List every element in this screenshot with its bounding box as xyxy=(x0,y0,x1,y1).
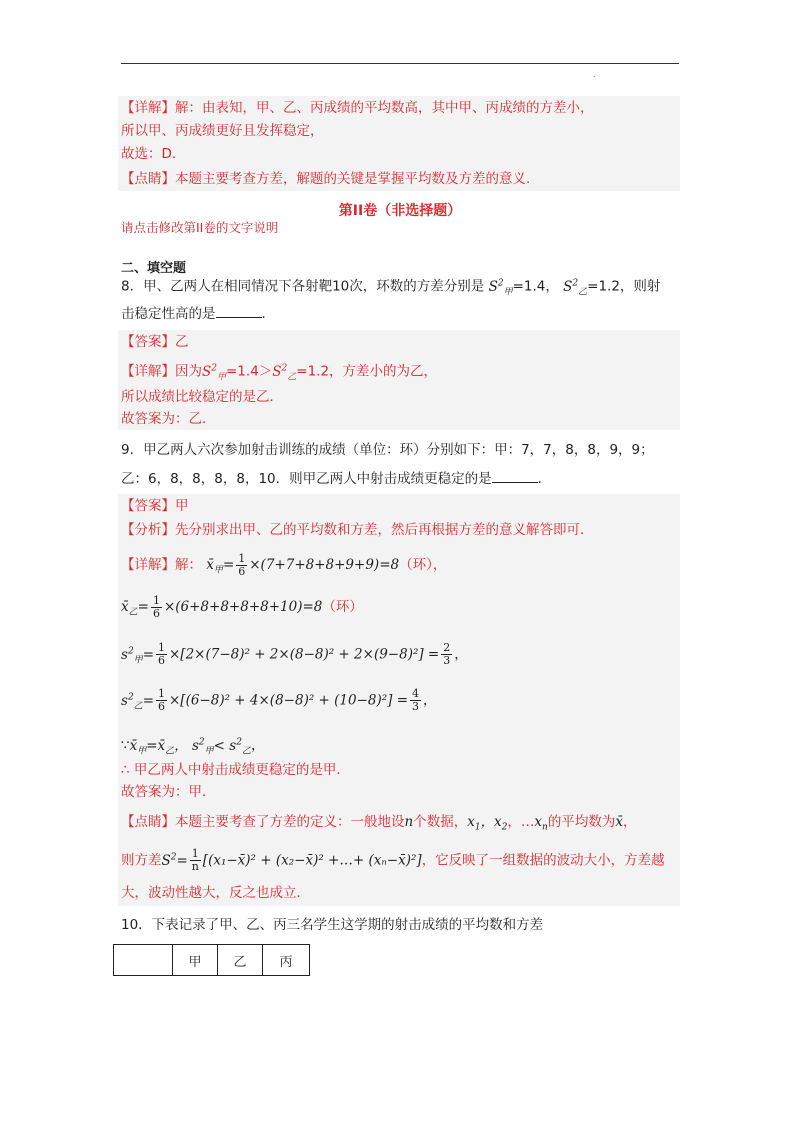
answer-value: 乙 xyxy=(175,334,189,350)
conclusion-line: ∴ 甲乙两人中射击成绩更稳定的是甲． xyxy=(121,762,350,778)
q9-stem-line1: 9．甲乙两人六次参加射击训练的成绩（单位：环）分别如下：甲：7，7，8，8，9，9； xyxy=(121,442,654,458)
fraction-four-thirds: $\frac{4}{3}$ xyxy=(412,687,420,713)
s-yi-symbol: $S^2_乙$ xyxy=(272,363,297,383)
q8-stem-line1 xyxy=(121,273,660,302)
q8-stem-a: 8．甲、乙两人在相同情况下各射靶10次，环数的方差分别是 xyxy=(121,278,485,295)
analysis-tag: 【分析】 xyxy=(121,522,175,538)
q9-analysis-line xyxy=(121,520,594,540)
s-yi-symbol: $S^2_乙$ xyxy=(563,278,588,298)
q9-comment-line xyxy=(121,812,636,838)
comment-text: 本题主要考查方差，解题的关键是掌握平均数及方差的意义． xyxy=(175,171,540,187)
fraction-one-sixth: $\frac{1}{6}$ xyxy=(158,641,165,667)
q8-answer-line xyxy=(121,332,189,352)
q7-detail-line xyxy=(121,98,594,118)
var-yi-line: $s^2_乙=$ $\frac{1}{6}$ ×[(6−8)² + 4×(8−8)² + (10−8)²] = $\frac{4}{3}$ ， xyxy=(121,687,437,713)
s-jia-symbol: $S^2_甲$ xyxy=(488,278,513,298)
answer-value: 甲 xyxy=(175,498,189,514)
part2-title: 第II卷（非选择题） xyxy=(338,203,462,219)
x1-x2-symbols: $x_1$，$x_2$ xyxy=(467,814,508,833)
table-cell: 丙 xyxy=(263,945,310,976)
q8-stem-end: ． xyxy=(261,306,275,322)
final-line: 故答案为：甲． xyxy=(121,784,216,800)
comment-end-line: 大，波动性越大，反之也成立． xyxy=(121,885,310,901)
mean-yi-expr: ×(6+8+8+8+8+10)=8 xyxy=(163,599,323,615)
q7-line2: 所以甲、丙成绩更好且发挥稳定， xyxy=(121,123,324,139)
xn-symbol: $x_n$ xyxy=(534,814,548,833)
because-end: ， xyxy=(250,737,265,754)
comment-tag: 【点睛】 xyxy=(121,171,175,187)
answer-tag: 【答案】 xyxy=(121,498,175,514)
detail-text: 解：由表知，甲、乙、丙成绩的平均数高，其中甲、丙成绩的方差小， xyxy=(175,100,594,116)
q10-stem: 10．下表记录了甲、乙、丙三名学生这学期的射击成绩的平均数和方差 xyxy=(121,917,544,933)
table-header-row xyxy=(114,945,310,976)
var-jia-expr: ×[2×(7−8)² + 2×(8−8)² + 2×(9−8)²] = xyxy=(169,646,440,663)
formula-line xyxy=(121,842,665,872)
var-yi-expr: ×[(6−8)² + 4×(8−8)² + (10−8)²] = xyxy=(169,692,409,709)
mean-jia-symbol: $x̄_甲=$ xyxy=(206,557,235,576)
q9-stem-line2 xyxy=(121,468,551,489)
detail-c: =1.2，方差小的为乙， xyxy=(296,363,438,380)
q8-solution-block xyxy=(118,330,680,430)
analysis-text: 先分别求出甲、乙的平均数和方差，然后再根据方差的意义解答即可． xyxy=(175,522,594,538)
n-symbol: n xyxy=(404,814,414,830)
mean-jia-line xyxy=(121,550,446,580)
q8-detail-line xyxy=(121,358,437,387)
q9-solution-block xyxy=(118,494,680,906)
header-rule xyxy=(121,63,679,64)
fraction-one-sixth: $\frac{1}{6}$ xyxy=(158,687,165,713)
q8-line2: 所以成绩比较稳定的是乙． xyxy=(121,389,283,405)
comment-c: ，… xyxy=(507,814,535,830)
detail-a: 因为 xyxy=(175,363,202,380)
section-heading: 二、填空题 xyxy=(121,261,187,276)
ring-unit: （环） xyxy=(399,557,433,573)
q8-s-yi: =1.2，则射 xyxy=(587,278,661,295)
detail-tag: 【详解】 xyxy=(121,557,175,573)
mean-yi-line xyxy=(121,592,363,622)
comment-tag: 【点睛】 xyxy=(121,814,175,830)
comment-a: 本题主要考查了方差的定义：一般地设 xyxy=(175,814,405,830)
because-symbol: ∵ xyxy=(121,737,130,754)
fraction-one-sixth: $\frac{1}{6}$ xyxy=(238,551,246,578)
mean-yi-symbol: $x̄_乙=$ xyxy=(121,599,149,618)
formula-suffix: ，它反映了一组数据的波动大小，方差越 xyxy=(421,852,665,869)
answer-blank xyxy=(216,303,262,318)
q8-stem-line2 xyxy=(121,303,275,324)
comment-e: ， xyxy=(622,814,637,830)
mean-jia-expr: ×(7+7+8+8+9+9)=8 xyxy=(249,557,400,573)
part2-note: 请点击修改第II卷的文字说明 xyxy=(121,220,279,235)
q9-answer-line xyxy=(121,496,189,516)
q9-stem-end: ． xyxy=(537,471,552,487)
q7-solution-block xyxy=(118,96,680,191)
fraction-two-thirds: $\frac{2}{3}$ xyxy=(443,641,451,667)
table-cell: 乙 xyxy=(218,945,263,976)
comment-d: 的平均数为 xyxy=(547,814,616,830)
q8-s-jia: =1.4， xyxy=(512,278,559,295)
answer-tag: 【答案】 xyxy=(121,334,175,350)
formula-s2: $S^2=$ xyxy=(161,852,188,869)
q8-stem-b: 击稳定性高的是 xyxy=(121,306,216,322)
s-jia-symbol: $S^2_甲$ xyxy=(202,363,226,383)
q7-comment-line xyxy=(121,169,540,189)
xbar-symbol: x̄ xyxy=(615,814,623,830)
because-expr: $x̄_甲=x̄_乙$， $s^2_甲< s^2_乙$ xyxy=(129,737,251,757)
var-jia-symbol: $s^2_甲=$ xyxy=(121,646,154,666)
q8-line3: 故答案为：乙． xyxy=(121,411,216,427)
answer-blank xyxy=(492,468,538,483)
q7-line3: 故选：D． xyxy=(121,146,186,162)
ring-unit: （环） xyxy=(322,599,363,615)
var-jia-line: $s^2_甲=$ $\frac{1}{6}$ ×[2×(7−8)² + 2×(8−8)² + 2×(9−8)²] = $\frac{2}{3}$ ， xyxy=(121,641,468,667)
table-cell xyxy=(114,945,173,976)
table-cell: 甲 xyxy=(173,945,218,976)
fraction-one-n: $\frac{1}{n}$ xyxy=(191,847,199,873)
detail-tag: 【详解】 xyxy=(121,363,175,380)
header-dot: . xyxy=(593,70,596,79)
detail-tag: 【详解】 xyxy=(121,100,175,116)
detail-a: 解： xyxy=(175,557,202,573)
var-yi-symbol: $s^2_乙=$ xyxy=(121,692,154,712)
comment-b: 个数据， xyxy=(413,814,468,830)
formula-prefix: 则方差 xyxy=(121,852,162,869)
because-line xyxy=(121,732,264,761)
fraction-one-sixth: $\frac{1}{6}$ xyxy=(152,593,160,620)
q10-table xyxy=(113,944,310,976)
sep: ， xyxy=(432,557,447,573)
detail-b: =1.4＞ xyxy=(226,363,273,380)
formula-body: [(x₁−x̄)² + (x₂−x̄)² +…+ (xₙ−x̄)²] xyxy=(202,852,422,869)
q9-stem-b: 乙：6，8，8，8，8，10．则甲乙两人中射击成绩更稳定的是 xyxy=(121,471,492,487)
